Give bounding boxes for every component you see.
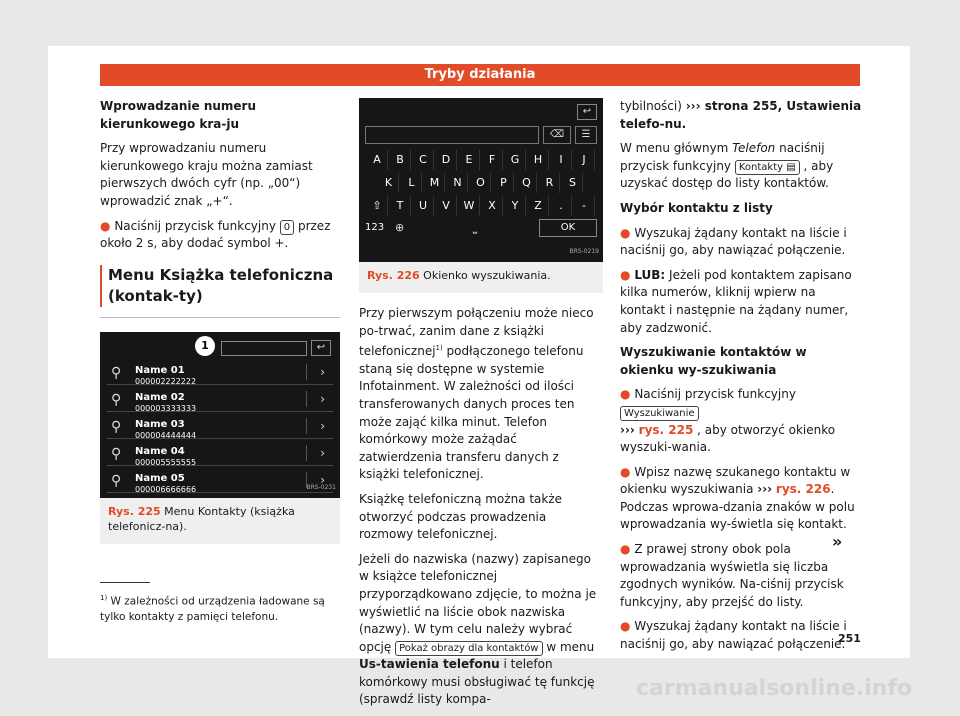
watermark: carmanualsonline.info — [636, 676, 912, 701]
contact-name: Name 04 — [135, 445, 185, 457]
person-icon: ⚲ — [111, 472, 122, 489]
caption-text: Menu Kontakty (książka telefonicz-na). — [108, 504, 295, 533]
divider — [306, 445, 307, 461]
bullet-results-count: ● Z prawej strony obok pola wprowadzania wyświetla się liczba zgodnych wyników. Na-ciśnij przycisk funkcyjny, aby przejść do listy. — [620, 542, 844, 609]
bullet-select-contact: ● Wyszukaj żądany kontakt na liście i naciśnij go, aby nawiązać połączenie. — [620, 225, 847, 258]
contact-row[interactable] — [107, 388, 333, 412]
bullet-dot: ● — [100, 218, 111, 233]
back-icon[interactable]: ↩ — [311, 340, 331, 356]
figure-caption-226 — [359, 262, 603, 293]
keyboard-key[interactable]: N — [448, 173, 468, 193]
contacts-icon: ▤ — [786, 161, 796, 173]
chevron-right-icon[interactable]: › — [320, 472, 325, 487]
contact-row[interactable] — [107, 361, 333, 385]
paragraph-first-connection: Przy pierwszym połączeniu może nieco po-trwać, zanim dane z książki telefonicznej$^{1)}$ podłączonego telefonu staną się dostępne w systemie Infotainment. W zależności od ilości transferowanych danych proces ten może zająć kilka minut. Telefon komórkowy może zażądać zatwierdzenia transferu danych z książki telefonicznej. — [359, 306, 594, 482]
bullet-type-name: ● Wpisz nazwę szukanego kontaktu w okienku wyszukiwania ››› rys. 226. Podczas wprowa-dzania znaków w polu wprowadzania wy-świetla się kontakt. — [620, 464, 855, 532]
contact-name: Name 02 — [135, 391, 185, 403]
heading-country-code: Wprowadzanie numeru kierunkowego kra-ju — [100, 99, 257, 131]
contact-number: 000005555555 — [135, 457, 197, 467]
keyboard-row-2 — [359, 173, 603, 193]
figure-226 — [359, 98, 603, 293]
footnote-ref: 1) — [435, 344, 443, 353]
contact-number: 000006666666 — [135, 484, 197, 494]
column-3 — [620, 98, 862, 661]
heading-search-contacts: Wyszukiwanie kontaktów w okienku wy-szukiwania — [620, 345, 807, 377]
column-1 — [100, 98, 340, 544]
keyboard-key[interactable]: F — [483, 150, 503, 170]
keyboard-key[interactable]: R — [540, 173, 560, 193]
keyboard-key[interactable]: C — [414, 150, 434, 170]
keyboard-key[interactable]: V — [437, 196, 457, 216]
keyboard-key[interactable]: T — [391, 196, 411, 216]
keyboard-key[interactable]: E — [460, 150, 480, 170]
keyboard-screen — [359, 98, 603, 262]
search-field[interactable] — [221, 341, 307, 356]
figure-code: BRS-0231 — [306, 484, 336, 492]
contacts-list — [100, 361, 340, 493]
ok-button[interactable]: OK — [539, 219, 597, 237]
person-icon: ⚲ — [111, 418, 122, 435]
contact-number: 000003333333 — [135, 403, 197, 413]
page-number: 251 — [838, 632, 861, 645]
footnote: $^{1)}$ W zależności od urządzenia ładowane są tylko kontakty z pamięci telefonu. — [100, 594, 325, 623]
footnote-rule — [100, 582, 150, 583]
keyboard-key[interactable]: I — [552, 150, 572, 170]
figure-225 — [100, 332, 340, 544]
delete-icon[interactable]: ⌫ — [543, 126, 571, 144]
contact-name: Name 05 — [135, 472, 185, 484]
caption-text: Okienko wyszukiwania. — [423, 269, 551, 282]
keyboard-key[interactable]: W — [460, 196, 480, 216]
keyboard-key[interactable]: Q — [517, 173, 537, 193]
contact-number: 000004444444 — [135, 430, 197, 440]
divider — [306, 364, 307, 380]
bullet-plus-symbol: ● Naciśnij przycisk funkcyjny 0 przez około 2 s, aby dodać symbol +. — [100, 218, 331, 251]
function-key-contacts: Kontakty ▤ — [735, 160, 800, 175]
chevron-right-icon[interactable]: › — [320, 364, 325, 379]
paragraph-compatibility: tybilności) ››› strona 255, Ustawienia telefo-nu. — [620, 99, 862, 131]
contact-row[interactable] — [107, 415, 333, 439]
keyboard-key[interactable]: O — [471, 173, 491, 193]
keyboard-key[interactable]: S — [563, 173, 583, 193]
contact-name: Name 01 — [135, 364, 185, 376]
keyboard-key[interactable]: J — [575, 150, 595, 170]
keyboard-key[interactable]: Z — [529, 196, 549, 216]
keyboard-key[interactable]: X — [483, 196, 503, 216]
globe-icon[interactable]: ⊕ — [395, 221, 405, 235]
keyboard-key[interactable]: M — [425, 173, 445, 193]
section-title-phonebook: Menu Książka telefoniczna (kontak-ty) — [100, 265, 340, 307]
contact-row[interactable] — [107, 469, 333, 493]
section-rule — [100, 317, 340, 318]
page-header: Tryby działania — [100, 64, 860, 86]
bullet-or: ● LUB: Jeżeli pod kontaktem zapisano kilka numerów, kliknij wpierw na kontakt i następnie na żądany numer, aby zadzwonić. — [620, 267, 852, 335]
chevron-right-icon[interactable]: › — [320, 418, 325, 433]
keyboard-row-3 — [359, 196, 603, 216]
search-input[interactable] — [365, 126, 539, 144]
paragraph-main-menu: W menu głównym Telefon naciśnij przycisk funkcyjny Kontakty ▤ , aby uzyskać dostęp do listy kontaktów. — [620, 141, 834, 191]
divider — [306, 418, 307, 434]
back-icon[interactable]: ↩ — [577, 104, 597, 120]
keyboard-key[interactable]: U — [414, 196, 434, 216]
contacts-screen — [100, 332, 340, 498]
keyboard-key[interactable]: A — [368, 150, 388, 170]
keyboard-row-1 — [359, 150, 603, 170]
person-icon: ⚲ — [111, 364, 122, 381]
keyboard-key[interactable]: D — [437, 150, 457, 170]
keyboard-key[interactable]: L — [402, 173, 422, 193]
paragraph-during-call: Książkę telefoniczną można także otworzyć podczas prowadzenia rozmowy telefonicznej. — [359, 491, 563, 542]
column-2 — [359, 98, 603, 716]
space-key[interactable]: ⎵ — [472, 221, 478, 235]
contact-row[interactable] — [107, 442, 333, 466]
keyboard-key[interactable]: . — [552, 196, 572, 216]
paragraph-photos: Jeżeli do nazwiska (nazwy) zapisanego w książce telefonicznej przyporządkowano zdjęcie, to można je wyświetlić na liście obok nazwiska (nazwy). W tym celu należy wybrać opcję Pokaż obrazy dla kontaktów w menu Us-tawienia telefonu i telefon komórkowy musi obsługiwać tę funkcję (sprawdź listy kompa- — [359, 551, 597, 707]
chevron-right-icon[interactable]: › — [320, 445, 325, 460]
keyboard-key[interactable]: - — [575, 196, 595, 216]
person-icon: ⚲ — [111, 391, 122, 408]
caption-number: Rys. 226 — [367, 269, 420, 282]
bullet-open-search: ● Naciśnij przycisk funkcyjny Wyszukiwanie ››› rys. 225 , aby otworzyć okienko wyszuki-wania. — [620, 387, 836, 455]
caption-number: Rys. 225 — [108, 504, 161, 518]
keyboard-key[interactable]: H — [529, 150, 549, 170]
keyboard-key[interactable]: Y — [506, 196, 526, 216]
keyboard-key[interactable]: B — [391, 150, 411, 170]
paragraph-country-code: Przy wprowadzaniu numeru kierunkowego kraju można zamiast pierwszych dwóch cyfr (np. „00“) wprowadzić znak „+“. — [100, 141, 313, 208]
divider — [306, 391, 307, 407]
figure-callout-1: 1 — [195, 336, 215, 356]
shift-key[interactable]: ⇧ — [368, 196, 388, 216]
figure-code: BRS-0219 — [569, 248, 599, 256]
person-icon: ⚲ — [111, 445, 122, 462]
bullet-select-from-list: ● Wyszukaj żądany kontakt na liście i naciśnij go, aby nawiązać połączenie. — [620, 619, 847, 652]
contact-name: Name 03 — [135, 418, 185, 430]
heading-select-contact: Wybór kontaktu z listy — [620, 200, 773, 215]
figure-caption-225 — [100, 498, 340, 544]
key-123[interactable]: 123 — [365, 222, 385, 234]
keyboard-key[interactable]: P — [494, 173, 514, 193]
contact-number: 000002222222 — [135, 376, 197, 386]
function-key-search: Wyszukiwanie — [620, 406, 699, 421]
continued-mark: » — [832, 532, 843, 551]
function-key-0: 0 — [280, 220, 294, 235]
keyboard-key[interactable]: K — [379, 173, 399, 193]
chevron-right-icon[interactable]: › — [320, 391, 325, 406]
option-show-photos: Pokaż obrazy dla kontaktów — [395, 641, 542, 656]
keyboard-key[interactable]: G — [506, 150, 526, 170]
list-icon[interactable]: ☰ — [575, 126, 597, 144]
